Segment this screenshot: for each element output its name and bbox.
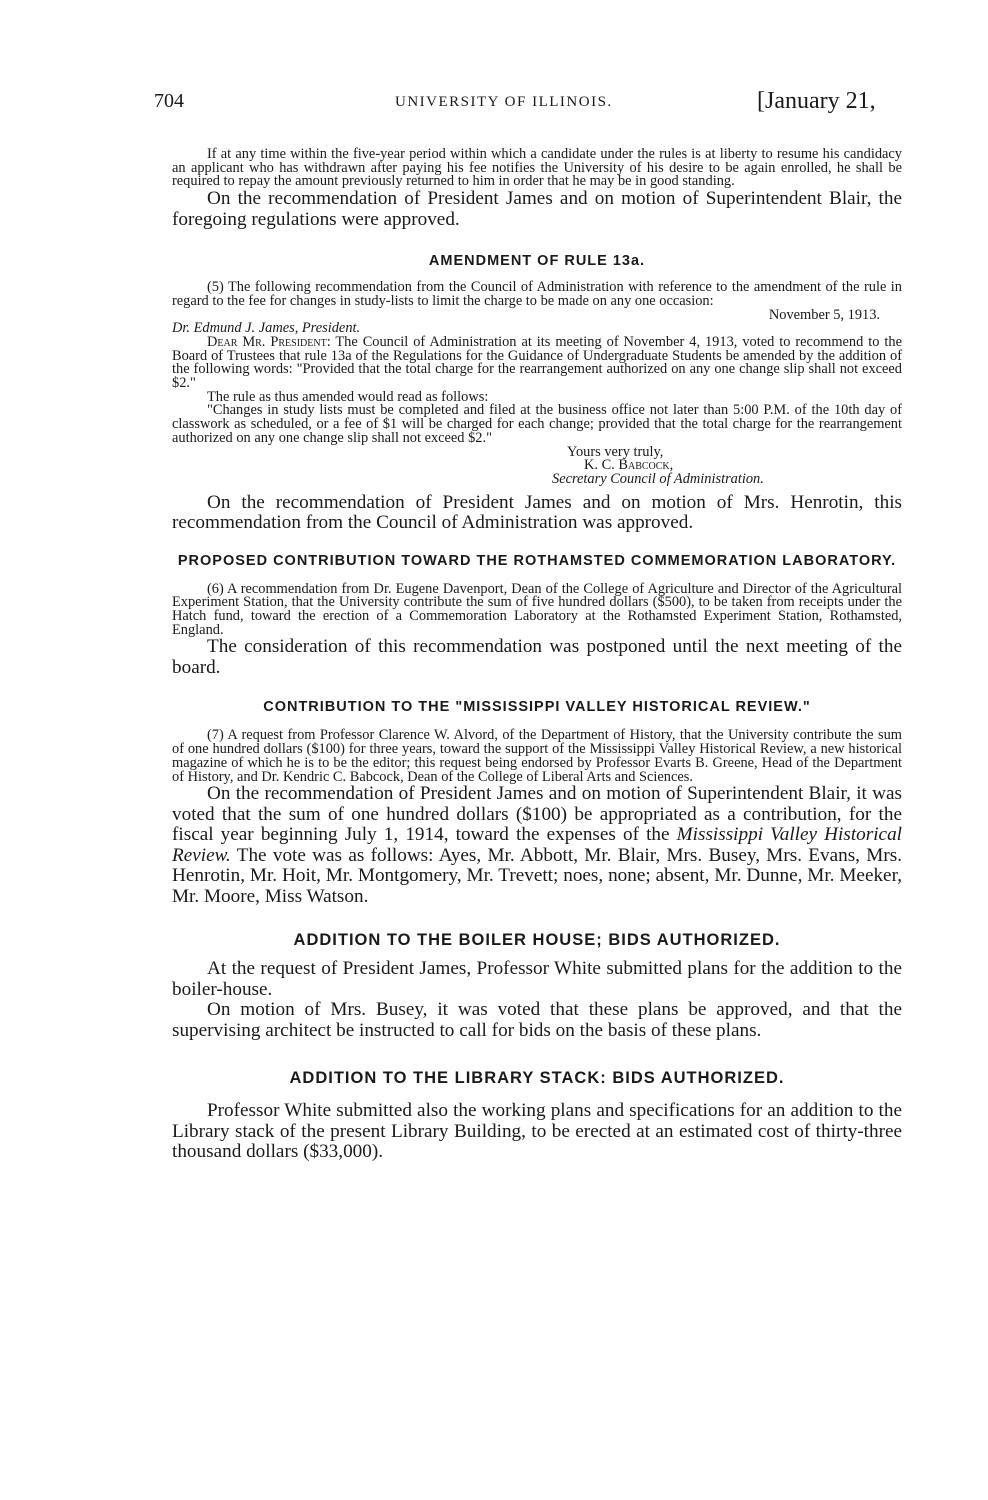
letter-rule-intro: The rule as thus amended would read as follows: <box>207 388 489 405</box>
header-date: [January 21, <box>757 88 876 114</box>
paragraph-appropriation-vote <box>172 784 902 907</box>
page-body <box>172 148 902 1163</box>
letter-body-text: : The Council of Administration at its meeting of November 4, 1913, voted to recommend to the Board of Trustees that rule 13a of the Regulations for the Guidance of Undergraduate Students be amended by the addition of the following words: "Provided that the total charge for the rearrangement authorized on any one change slip shall not exceed $2." <box>172 333 902 392</box>
paragraph-item-7: (7) A request from Professor Clarence W. Alvord, of the Department of History, that the University contribute the sum of one hundred dollars ($100) for three years, toward the support of the Mississippi Valley Historical Review, a new historical magazine of which he is to be the editor; this request being endorsed by Professor Evarts B. Greene, Head of the Department of History, and Dr. Kendric C. Babcock, Dean of the College of Liberal Arts and Sciences. <box>172 727 902 785</box>
letter-salutation: Dear Mr. President <box>207 333 327 350</box>
letter-date: November 5, 1913. <box>768 306 880 323</box>
paragraph-withdrawal-fee: If at any time within the five-year period within which a candidate under the rules is at liberty to resume his candidacy an applicant who has withdrawn after paying his fee notifies the University of his desire to be again enrolled, he shall be required to repay the amount previously returned to him in order that he may be in good standing. <box>172 146 902 190</box>
heading-boiler-house: ADDITION TO THE BOILER HOUSE; BIDS AUTHORIZED. <box>293 931 781 950</box>
running-header <box>0 90 988 120</box>
paragraph-recommendation-approved: On the recommendation of President James and on motion of Mrs. Henrotin, this recommendation from the Council of Administration was approved. <box>172 491 902 534</box>
paragraph-item-5: (5) The following recommendation from the Council of Administration with reference to the amendment of the rule in regard to the fee for changes in study-lists to limit the charge to be made on any one occasion: <box>172 279 902 309</box>
vote-text-2: The vote was as follows: Ayes, Mr. Abbott, Mr. Blair, Mrs. Busey, Mrs. Evans, Mrs. Henrotin, Mr. Hoit, Mr. Montgomery, Mr. Trevett; noes, none; absent, Mr. Dunne, Mr. Meeker, Mr. Moore, Miss Watson. <box>172 844 902 907</box>
heading-amendment-rule: AMENDMENT OF RULE 13a. <box>428 253 646 270</box>
paragraph-library-plans: Professor White submitted also the working plans and specifications for an addition to the Library stack of the present Library Building, to be erected at an estimated cost of thirty-three thousand dollars ($33,000). <box>172 1100 902 1163</box>
paragraph-postponed: The consideration of this recommendation was postponed until the next meeting of the board. <box>172 636 902 678</box>
letter-addressee: Dr. Edmund J. James, President. <box>172 320 361 337</box>
vote-text-1: On the recommendation of President James and on motion of Superintendent Blair, it was voted that the sum of one hundred dollars ($100) be appropriated as a contribution, for the fiscal year beginning July 1, 1914, toward the expenses of the <box>172 783 902 846</box>
page-number: 704 <box>154 90 184 112</box>
header-title: UNIVERSITY OF ILLINOIS. <box>395 94 613 110</box>
vote-journal-title: Mississippi Valley Historical Review. <box>172 824 902 866</box>
paragraph-boiler-bids: On motion of Mrs. Busey, it was voted that these plans be approved, and that the supervising architect be instructed to call for bids on the basis of these plans. <box>172 999 902 1041</box>
paragraph-item-6: (6) A recommendation from Dr. Eugene Davenport, Dean of the College of Agriculture and Director of the Agricultural Experiment Station, that the University contribute the sum of five hundred dollars ($500), to be taken from receipts under the Hatch fund, toward the erection of a Commemoration Laboratory at the Rothamsted Experiment Station, Rothamsted, England. <box>172 580 902 638</box>
paragraph-boiler-plans: At the request of President James, Professor White submitted plans for the addition to the boiler-house. <box>172 958 902 1000</box>
letter-body <box>172 333 902 392</box>
letter-signer: K. C. Babcock, <box>584 457 674 474</box>
heading-rothamsted: PROPOSED CONTRIBUTION TOWARD THE ROTHAMSTED COMMEMORATION LABORATORY. <box>177 552 897 569</box>
paragraph-regulations-approved: On the recommendation of President James and on motion of Superintendent Blair, the foregoing regulations were approved. <box>172 188 902 230</box>
letter-closing: Yours very truly, <box>567 443 664 460</box>
letter-signer-title: Secretary Council of Administration. <box>552 470 764 487</box>
letter-amended-rule: "Changes in study lists must be completed and filed at the business office not later than 5:00 P.M. of the 10th day of classwork as scheduled, or a fee of $1 will be charged for each change; provided that the total charge for the rearrangement authorized on any one change slip shall not exceed $2." <box>172 402 902 446</box>
heading-mississippi-review: CONTRIBUTION TO THE "MISSISSIPPI VALLEY HISTORICAL REVIEW." <box>263 699 811 716</box>
heading-library-stack: ADDITION TO THE LIBRARY STACK: BIDS AUTHORIZED. <box>289 1069 785 1088</box>
